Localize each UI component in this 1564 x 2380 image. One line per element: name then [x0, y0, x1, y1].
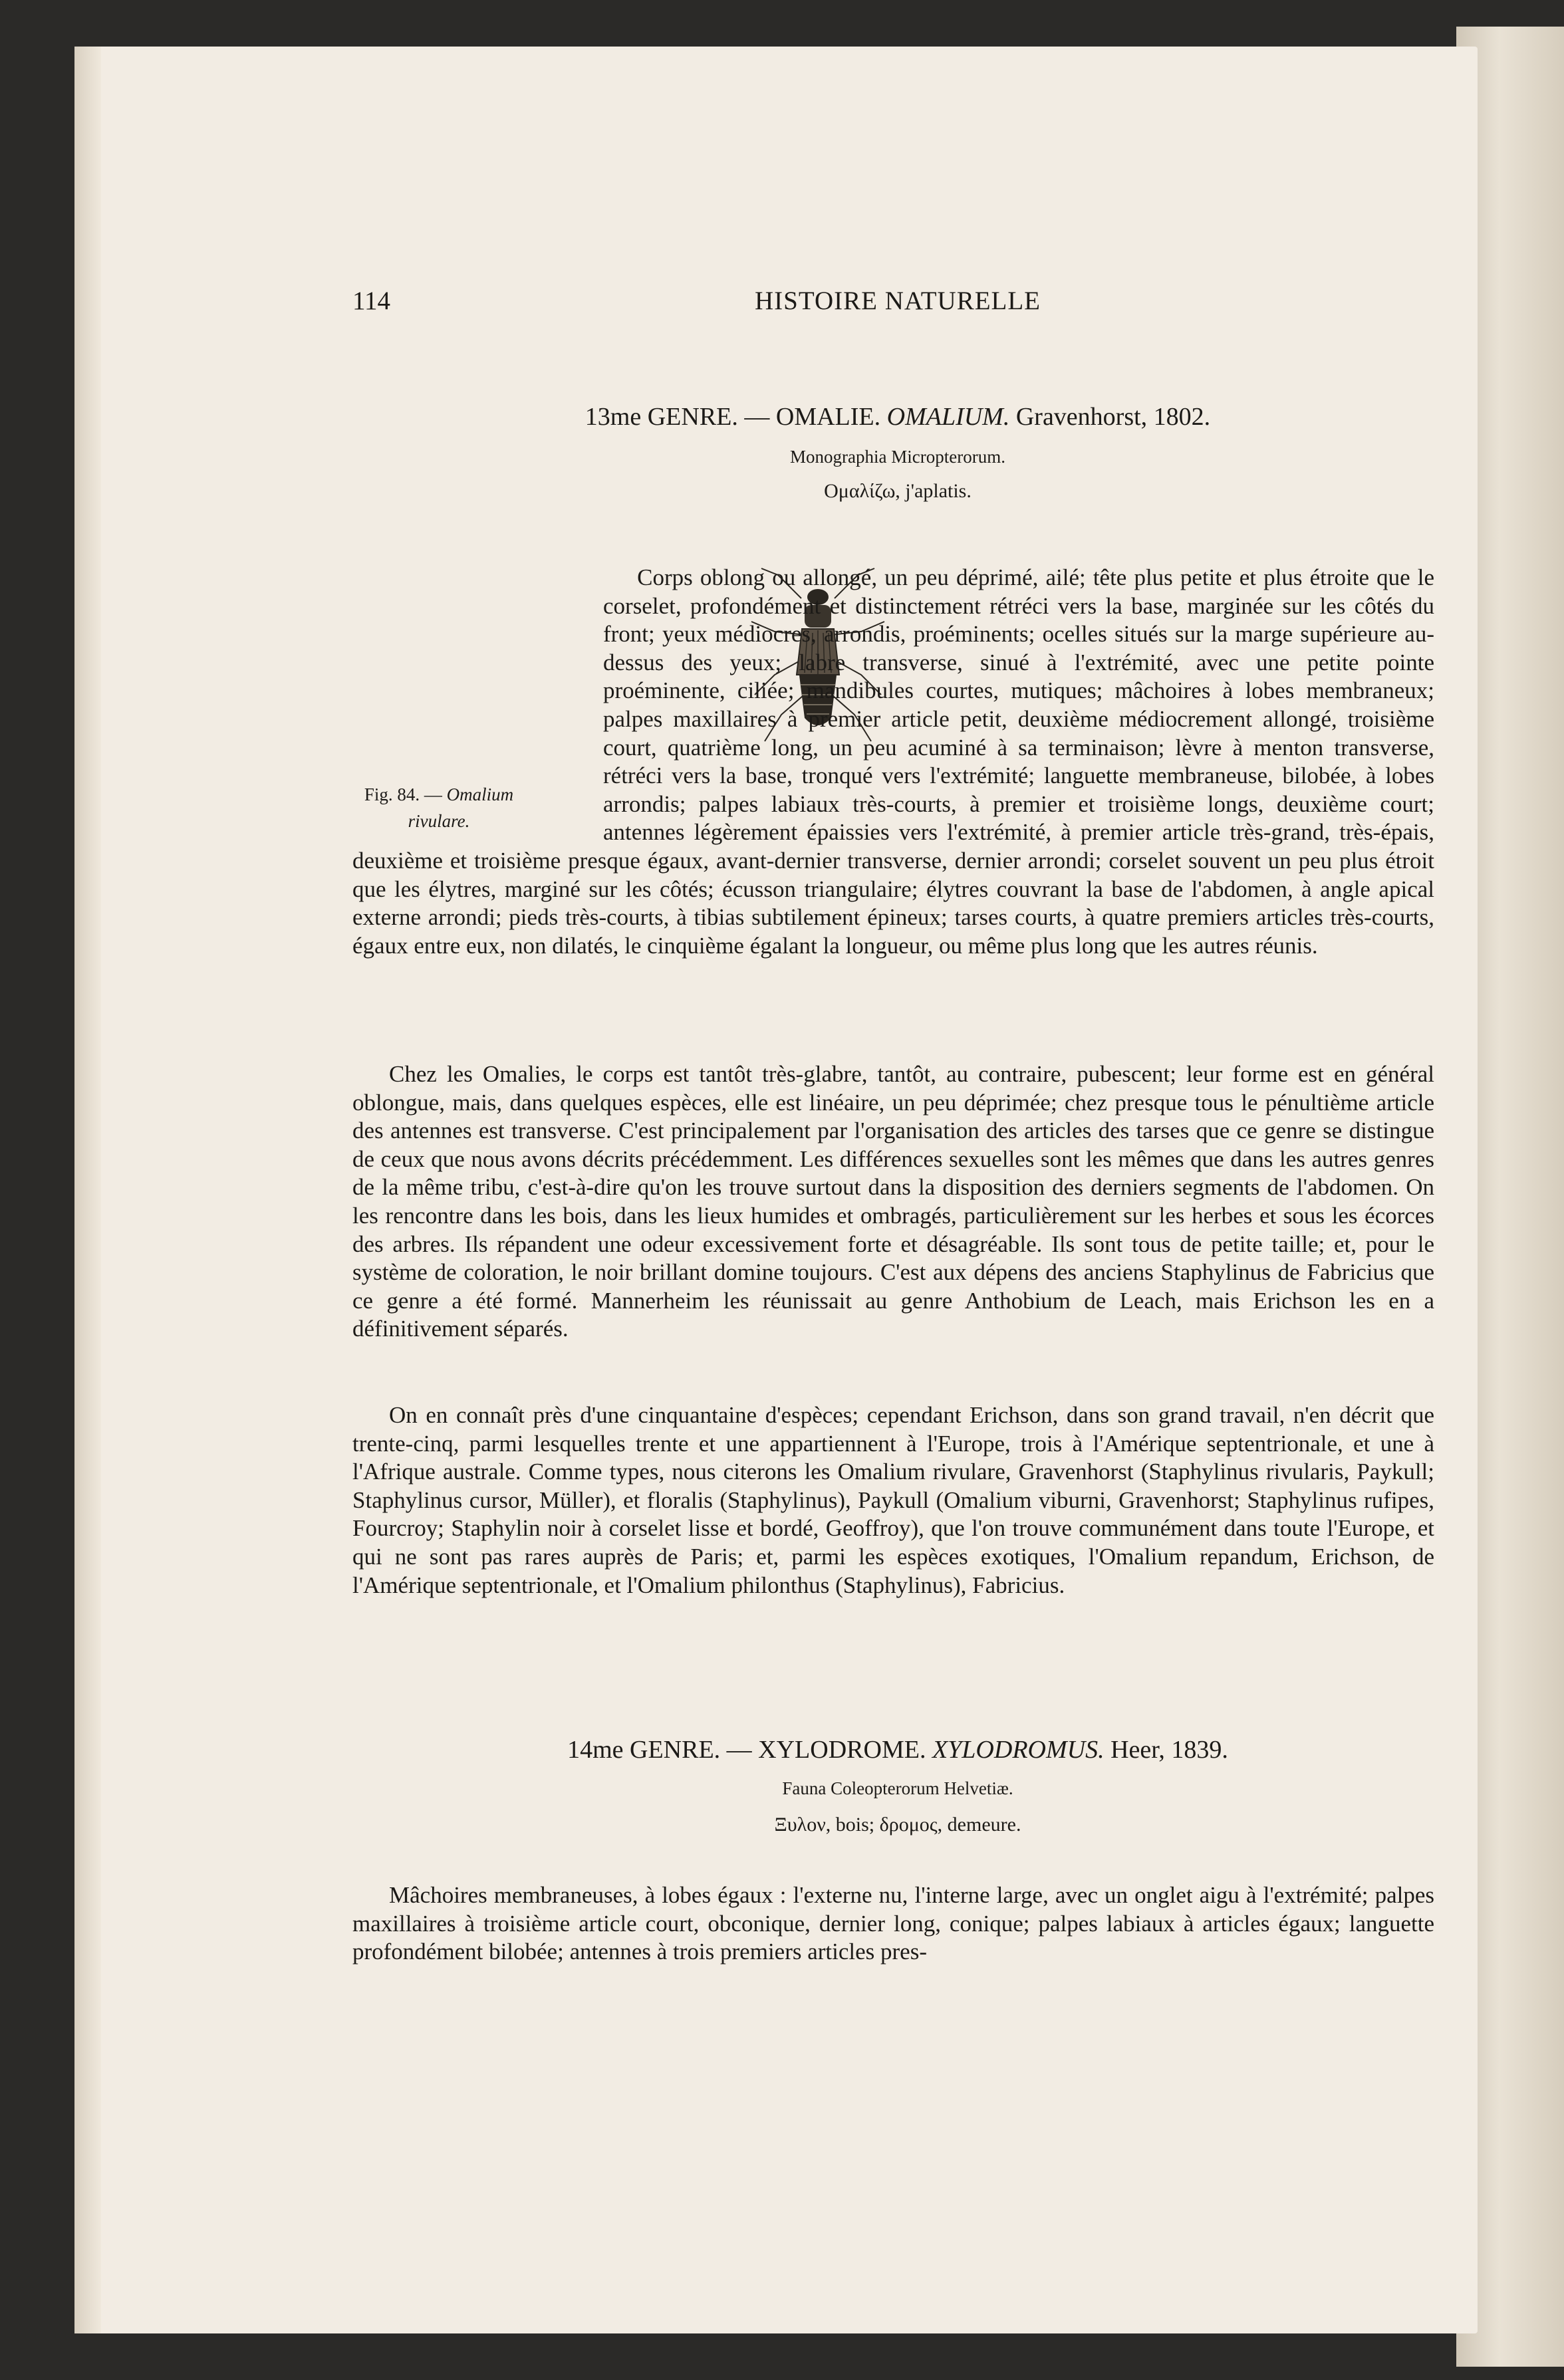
- genus-13-etymology: Ομαλίζω, j'aplatis.: [824, 480, 972, 502]
- genus-14-paragraph-1: Mâchoires membraneuses, à lobes égaux : l'externe nu, l'interne large, avec un onglet aigu à l'extrémité; palpes maxillaires à troisième article court, obconique, dernier long, conique; palpes labiaux à articles égaux; languette profondément bilobée; antennes à trois premiers articles pres-: [352, 1882, 1434, 1965]
- genus-14-author: Heer, 1839.: [1104, 1736, 1228, 1764]
- genus-13-author: Gravenhorst, 1802.: [1009, 403, 1211, 431]
- genus-13-heading-prefix: 13me GENRE. — OMALIE.: [585, 403, 887, 431]
- genus-13-latin-name: OMALIUM.: [886, 403, 1010, 431]
- genus-14-etymology: Ξυλον, bois; δρομος, demeure.: [774, 1814, 1021, 1836]
- genus-14-heading-prefix: 14me GENRE. — XYLODROME.: [567, 1736, 932, 1764]
- figure-spacer: [352, 564, 603, 846]
- page-number: 114: [352, 287, 391, 315]
- genus-13-paragraph-2: Chez les Omalies, le corps est tantôt très-glabre, tantôt, au contraire, pubescent; leur forme est en général oblongue, mais, dans quelques espèces, elle est linéaire, un peu déprimée; chez presque tous le pénultième article des antennes est transverse. C'est principalement par l'organisation des articles des tarses que ce genre se distingue de ceux que nous avons décrits précédemment. Les différences sexuelles sont les mêmes que dans les autres genres de la même tribu, c'est-à-dire qu'on les trouve surtout dans la disposition des derniers segments de l'abdomen. On les rencontre dans les bois, dans les lieux humides et ombragés, particulièrement sur les herbes et sous les écorces des arbres. Ils répandent une odeur excessivement forte et désagréable. Ils sont tous de petite taille; et, pour le système de coloration, le noir brillant domine toujours. C'est aux dépens des anciens Staphylinus de Fabricius que ce genre a été formé. Mannerheim les réunissait au genre Anthobium de Leach, mais Erichson les en a définitivement séparés.: [352, 1061, 1434, 1342]
- page-gutter: [74, 47, 101, 2333]
- genus-13-heading: [352, 402, 1443, 431]
- genus-14-reference: Fauna Coleopterorum Helvetiæ.: [782, 1778, 1013, 1798]
- running-title: HISTOIRE NATURELLE: [755, 287, 1041, 315]
- genus-13-description-part1: Corps oblong ou allongé, un peu déprimé, ailé; tête plus petite et plus étroite que le corselet, profondément et distinctement rétréci vers la base, marginée sur les côtés du front; yeux médiocres, arrondis, proéminents; ocelles situés sur la marge supérieure au-dessus des yeux; labre transverse, sinué à l'extrémité, avec une petite pointe proéminente, ciliée; mandibules courtes, mutiques; mâchoires à lobes membraneux; palpes maxillaires à premier article petit, deuxième médiocrement allongé, troisième court, quatrième long, un peu acuminé à sa terminaison; lèvre à menton transverse, rétréci vers la base, tronqué vers l'extrémité; languette membraneuse, bilobée, à lobes arrondis; palpes labiaux très-courts, à premier et troisième longs, deuxième court; antennes légèrement épaissies vers l'extrémité, à premier article très-grand, très-épais, deuxième et troisième presque égaux, avant-dernier transverse, dernier arrondi; corselet souvent un peu plus étroit que les élytres, marginé sur les côtés; écusson triangulaire; élytres couvrant la base de l'abdomen, à angle apical externe arrondi; pieds très-courts, à tibias subtilement épineux; tarses courts, à quatre premiers articles très-courts, égaux entre eux, non dilatés, le cinquième égalant la longueur, ou même plus long que les autres réunis.: [352, 564, 1435, 959]
- genus-13-reference: Monographia Micropterorum.: [790, 447, 1005, 467]
- running-head: [352, 286, 1443, 326]
- figure-caption-species: Omalium rivulare.: [408, 784, 514, 831]
- figure-caption-label: Fig. 84. —: [364, 784, 447, 804]
- genus-14-latin-name: XYLODROMUS.: [932, 1736, 1105, 1764]
- genus-14-heading: [352, 1735, 1443, 1764]
- genus-13-paragraph-3: On en connaît près d'une cinquantaine d'espèces; cependant Erichson, dans son grand travail, n'en décrit que trente-cinq, parmi lesquelles trente et une appartiennent à l'Europe, trois à l'Amérique septentrionale, et une à l'Afrique australe. Comme types, nous citerons les Omalium rivulare, Gravenhorst (Staphylinus rivularis, Paykull; Staphylinus cursor, Müller), et floralis (Staphylinus), Paykull (Omalium viburni, Gravenhorst; Staphylinus rufipes, Fourcroy; Staphylin noir à corselet lisse et bordé, Geoffroy), que l'on trouve communément dans toute l'Europe, et qui ne sont pas rares auprès de Paris; et, parmi les espèces exotiques, l'Omalium repandum, Erichson, de l'Amérique septentrionale, et l'Omalium philonthus (Staphylinus), Fabricius.: [352, 1402, 1434, 1598]
- genus-13-description-wrapped: [352, 564, 1434, 960]
